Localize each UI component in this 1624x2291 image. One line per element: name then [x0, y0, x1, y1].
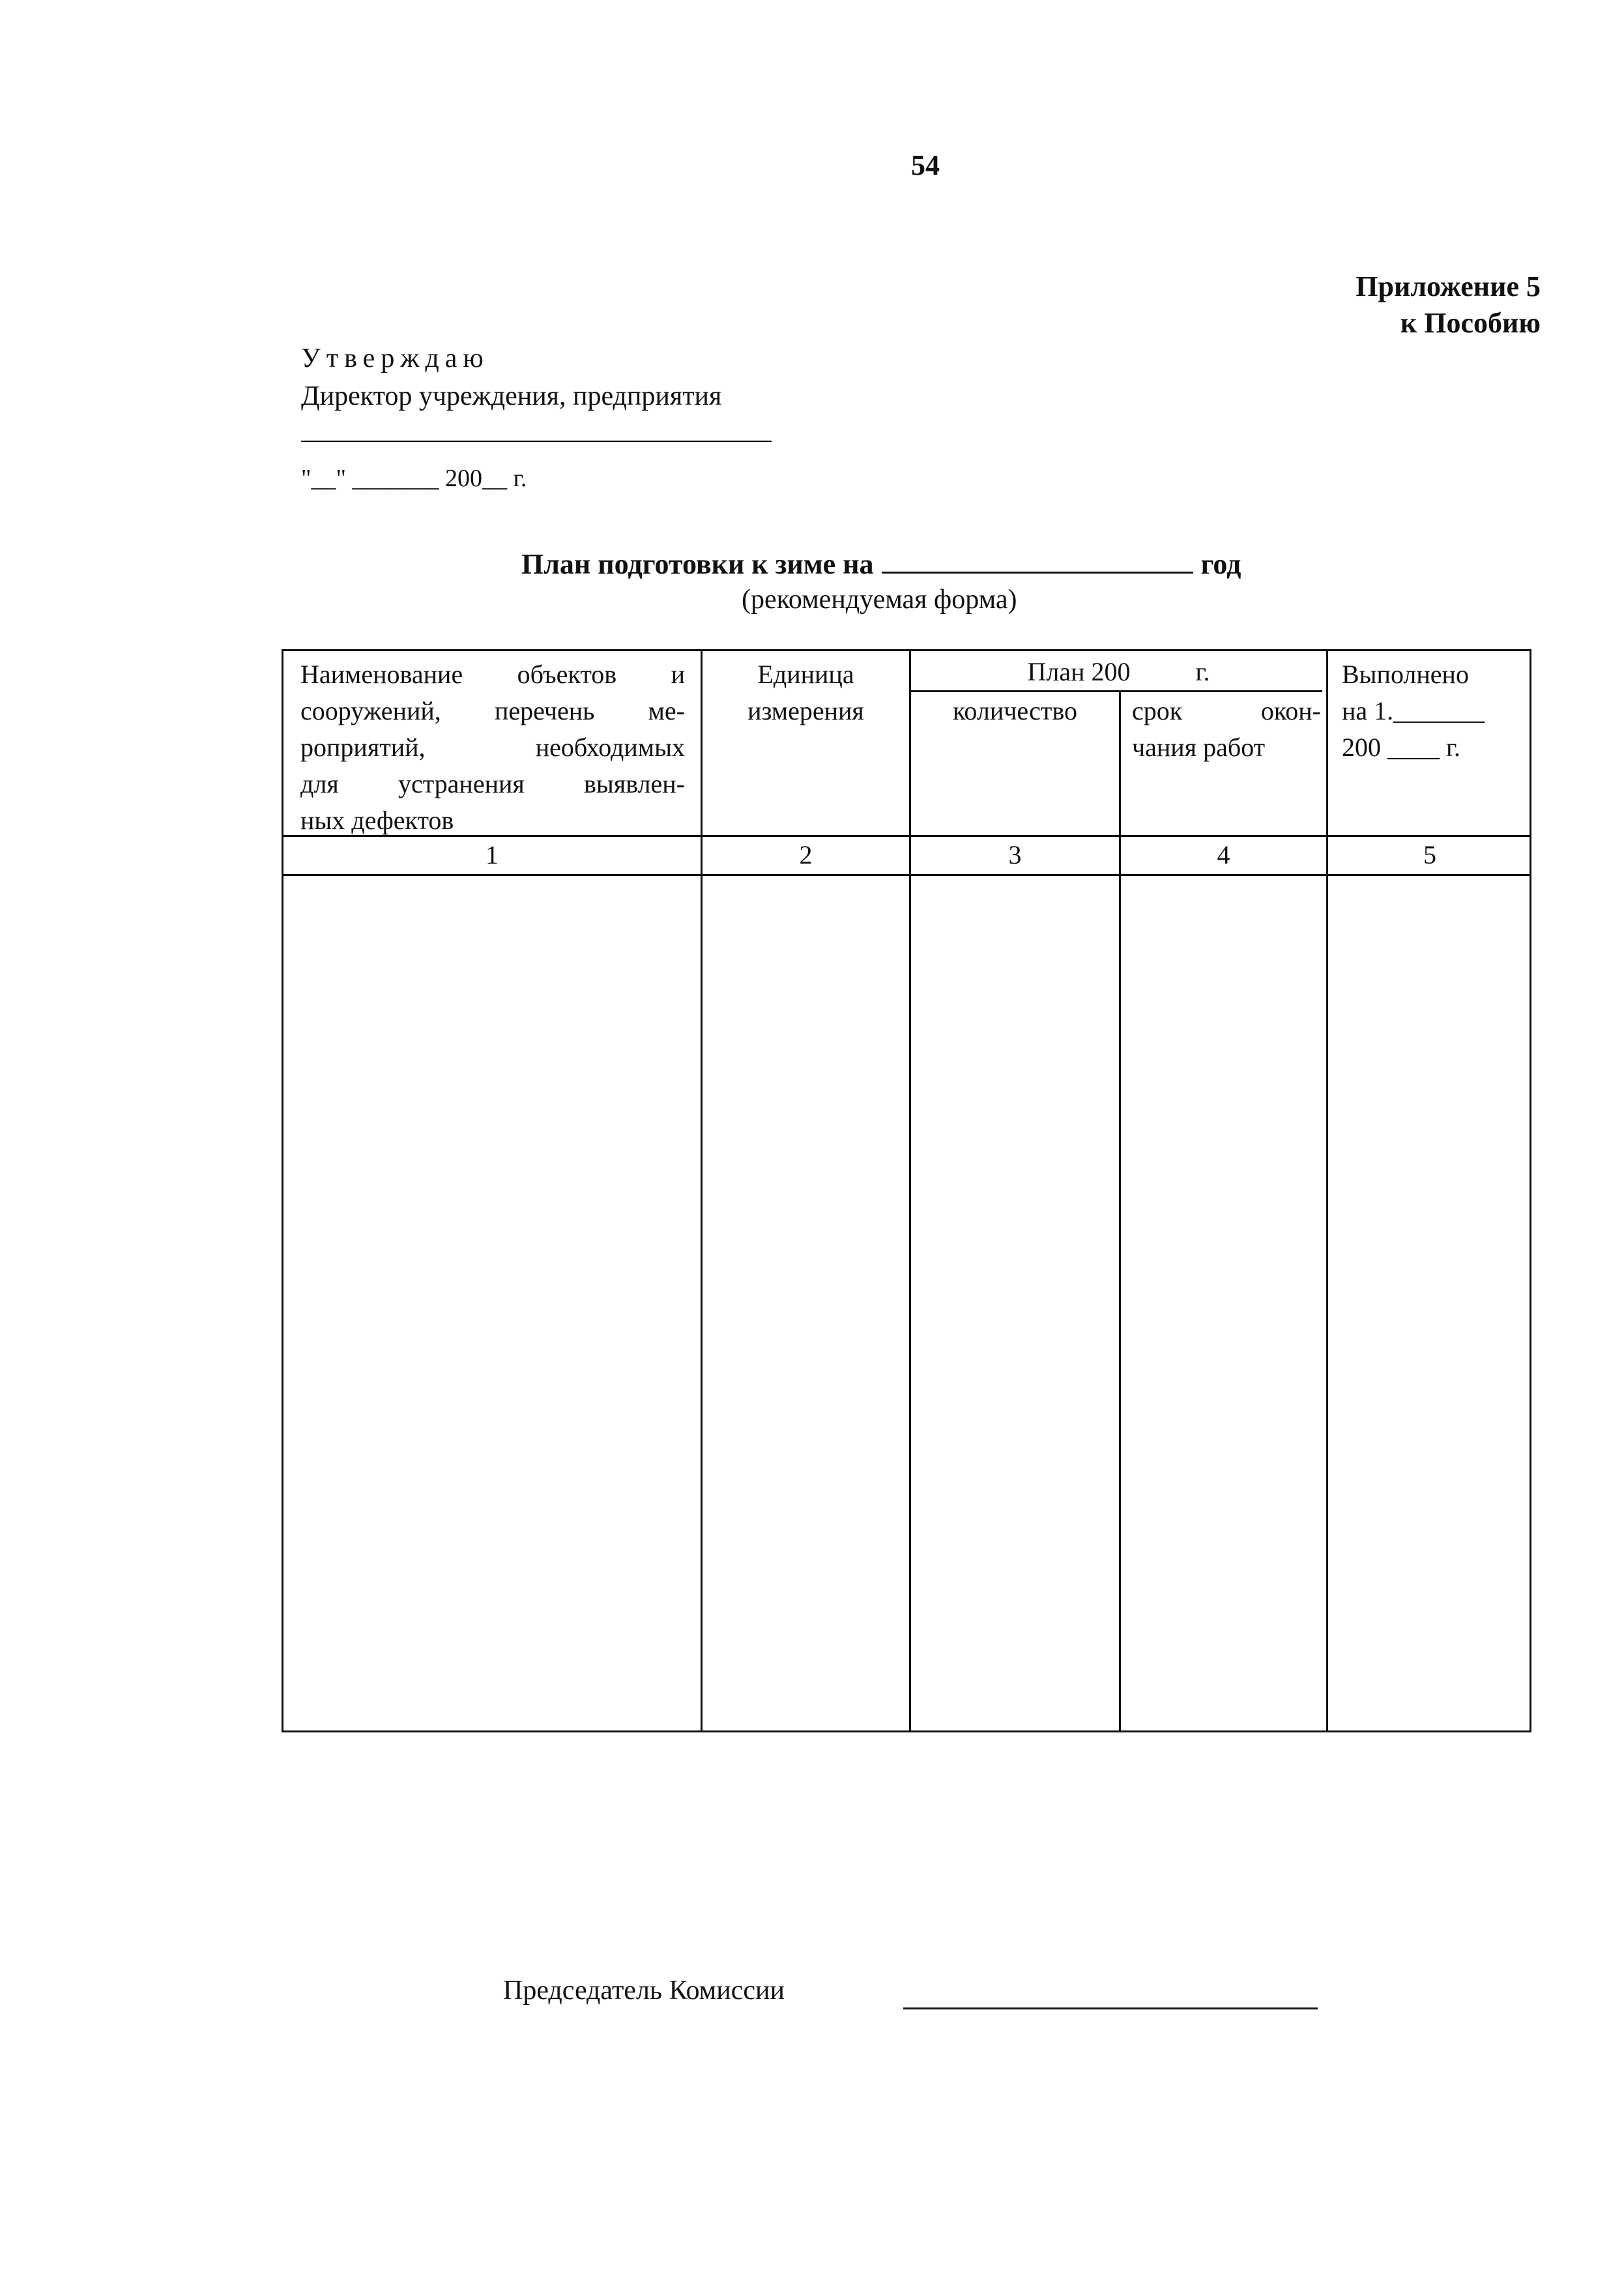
appendix-line-2: к Пособию	[1400, 307, 1541, 339]
column-number-5: 5	[1423, 840, 1436, 869]
page-number: 54	[911, 149, 940, 181]
approve-label: Утверждаю	[301, 343, 489, 373]
appendix-line-1: Приложение 5	[1356, 270, 1541, 302]
column-divider-4	[1326, 651, 1328, 1730]
appendix-heading	[1356, 269, 1541, 342]
col4-header-line-2: чания работ	[1132, 733, 1266, 762]
col4-header	[1132, 693, 1321, 766]
col2-header-line-1: Единица	[757, 660, 854, 689]
title-prefix: План подготовки к зиме на	[521, 548, 874, 580]
col1-header-line-1: Наименование объектов и	[300, 660, 685, 689]
column-number-3: 3	[1008, 840, 1022, 869]
director-label: Директор учреждения, предприятия	[301, 381, 722, 411]
year-blank-line	[882, 548, 1193, 574]
col2-header-line-2: измерения	[747, 696, 864, 725]
col3-header: количество	[953, 696, 1077, 725]
approval-date-template: "__" _______ 200__ г.	[301, 465, 527, 492]
numbers-bottom-line	[283, 874, 1530, 876]
col5-header	[1342, 656, 1531, 766]
column-number-4: 4	[1217, 840, 1230, 869]
col4-header-line-1: срок окон-	[1132, 696, 1321, 725]
col2-header	[703, 656, 909, 729]
col1-header-line-5: ных дефектов	[300, 806, 454, 835]
document-title	[521, 546, 1241, 583]
document-subtitle: (рекомендуемая форма)	[742, 585, 1017, 615]
col5-header-line-1: Выполнено	[1342, 660, 1469, 689]
column-divider-2	[909, 651, 911, 1730]
title-suffix: год	[1200, 548, 1241, 580]
chairman-label: Председатель Комиссии	[503, 1976, 785, 2006]
col1-header	[300, 656, 685, 839]
col5-header-line-2: на 1._______	[1342, 696, 1485, 725]
column-divider-1	[701, 651, 703, 1730]
column-number-2: 2	[799, 840, 813, 869]
plan-subheader-line	[909, 690, 1322, 692]
col1-header-line-4: для устранения выявлен-	[300, 769, 685, 798]
col5-header-line-3: 200 ____ г.	[1342, 733, 1460, 762]
plan-table	[282, 649, 1531, 1732]
director-signature-line	[301, 441, 772, 442]
plan-header: План 200 г.	[1027, 657, 1210, 686]
column-number-1: 1	[486, 840, 499, 869]
chairman-signature-line	[903, 2007, 1318, 2009]
col1-header-line-3: роприятий, необходимых	[300, 733, 685, 762]
col1-header-line-2: сооружений, перечень ме-	[300, 696, 685, 725]
